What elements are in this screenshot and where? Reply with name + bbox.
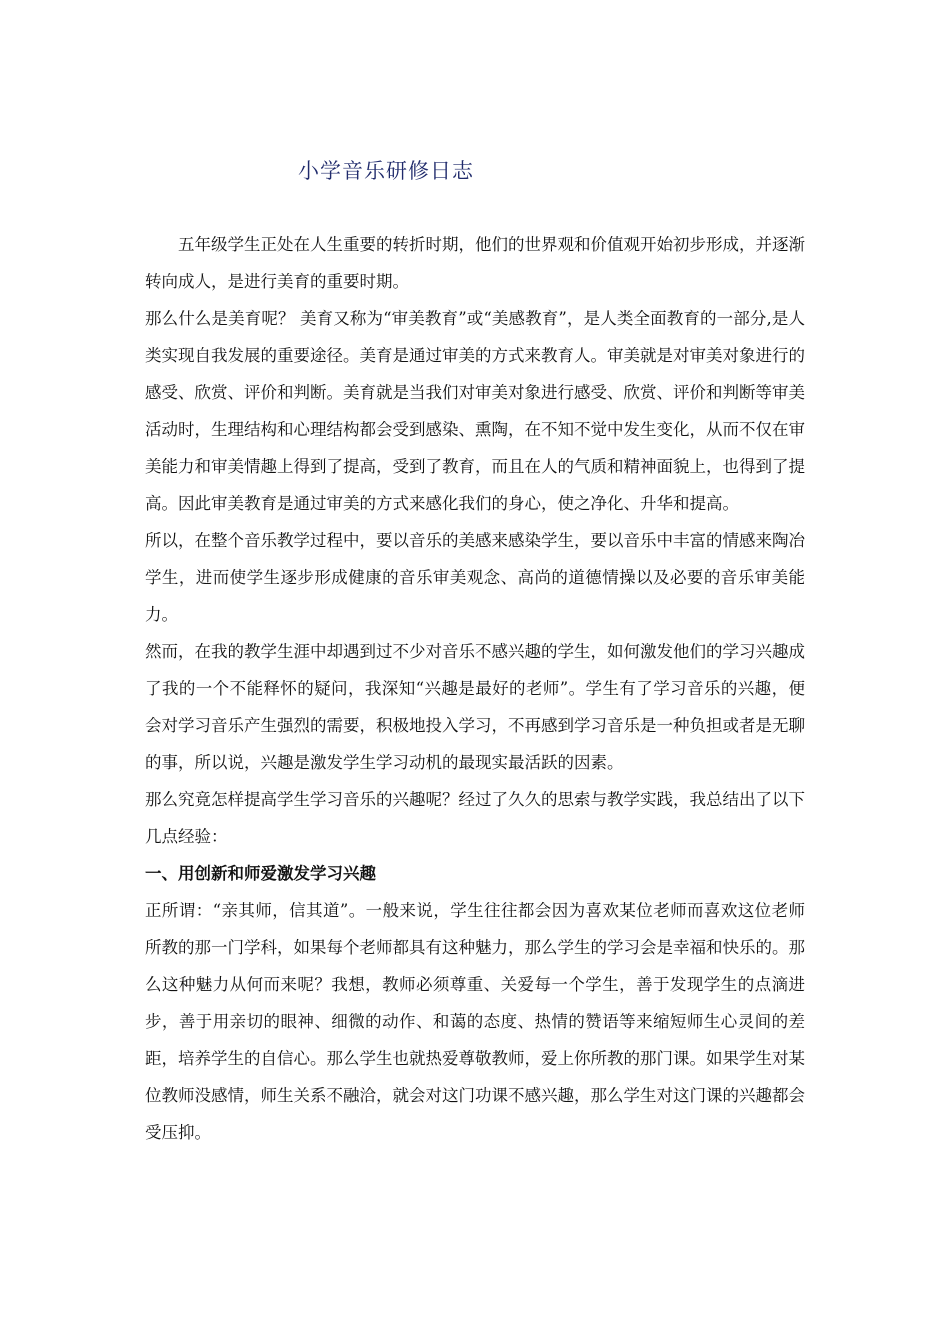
- paragraph-intro: 五年级学生正处在人生重要的转折时期，他们的世界观和价值观开始初步形成，并逐渐转向成人，是进行美育的重要时期。: [145, 235, 805, 291]
- document-title: 小学音乐研修日志: [298, 159, 474, 183]
- paragraph-music-teaching: 所以，在整个音乐教学过程中，要以音乐的美感来感染学生，要以音乐中丰富的情感来陶冶学生，进而使学生逐步形成健康的音乐审美观念、高尚的道德情操以及必要的音乐审美能力。: [145, 531, 805, 624]
- paragraph-aesthetic-education: 那么什么是美育呢？ 美育又称为“审美教育”或“美感教育”，是人类全面教育的一部分,是人类实现自我发展的重要途径。美育是通过审美的方式来教育人。审美就是对审美对象进行的感受、欣赏、评价和判断。美育就是当我们对审美对象进行感受、欣赏、评价和判断等审美活动时，生理结构和心理结构都会受到感染、熏陶，在不知不觉中发生变化，从而不仅在审美能力和审美情趣上得到了提高，受到了教育，而且在人的气质和精神面貌上，也得到了提高。因此审美教育是通过审美的方式来感化我们的身心，使之净化、升华和提高。: [145, 309, 805, 513]
- paragraph-interest: 然而，在我的教学生涯中却遇到过不少对音乐不感兴趣的学生，如何激发他们的学习兴趣成了我的一个不能释怀的疑问，我深知“兴趣是最好的老师”。学生有了学习音乐的兴趣，便会对学习音乐产生强烈的需要，积极地投入学习，不再感到学习音乐是一种负担或者是无聊的事，所以说，兴趣是激发学生学习动机的最现实最活跃的因素。: [145, 642, 805, 772]
- document-body: [145, 226, 805, 1151]
- paragraph-teacher-love: 正所谓：“亲其师，信其道”。一般来说，学生往往都会因为喜欢某位老师而喜欢这位老师所教的那一门学科，如果每个老师都具有这种魅力，那么学生的学习会是幸福和快乐的。那么这种魅力从何而来呢？我想，教师必须尊重、关爱每一个学生，善于发现学生的点滴进步，善于用亲切的眼神、细微的动作、和蔼的态度、热情的赞语等来缩短师生心灵间的差距，培养学生的自信心。那么学生也就热爱尊敬教师，爱上你所教的那门课。如果学生对某位教师没感情，师生关系不融洽，就会对这门功课不感兴趣，那么学生对这门课的兴趣都会受压抑。: [145, 901, 805, 1142]
- section-heading-1: 一、用创新和师爱激发学习兴趣: [145, 864, 376, 883]
- paragraph-experience-intro: 那么究竟怎样提高学生学习音乐的兴趣呢？经过了久久的思索与教学实践，我总结出了以下几点经验：: [145, 790, 805, 846]
